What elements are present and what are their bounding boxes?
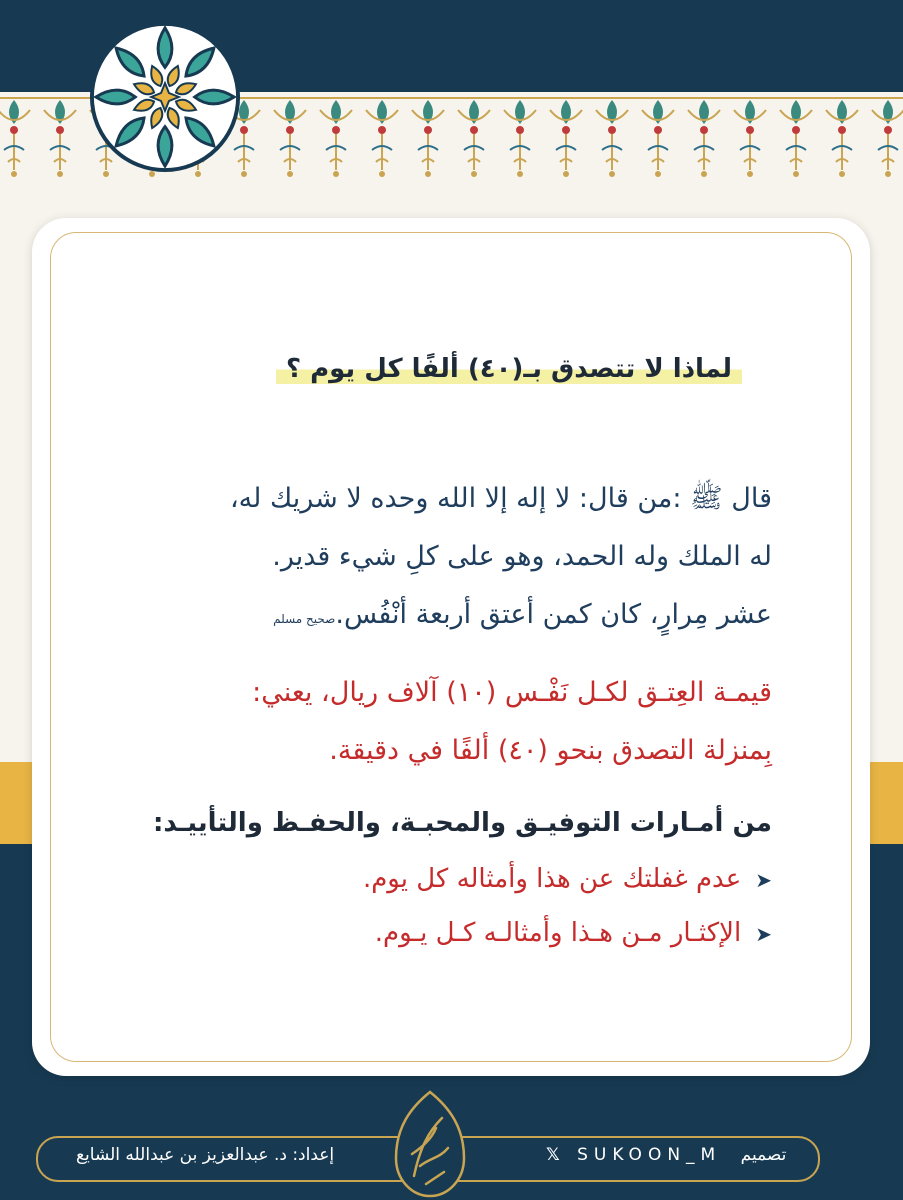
content-card xyxy=(32,218,870,1076)
rosette-icon xyxy=(86,18,244,176)
footer-credit: إعداد: د. عبدالعزيز بن عبدالله الشايع xyxy=(76,1145,335,1165)
signs-heading: من أمـارات التوفيـق والمحبـة، والحفـظ والتأييـد: xyxy=(152,808,772,838)
arrow-left-icon: ➤ xyxy=(755,868,772,892)
hadith-text xyxy=(102,470,772,648)
hadith-line-1: قال ﷺ :من قال: لا إله إلا الله وحده لا شريك له، xyxy=(229,483,772,514)
page-title: لماذا لا تتصدق بـ(٤٠) ألفًا كل يوم ؟ xyxy=(276,354,742,386)
list-item xyxy=(102,864,772,894)
bullet-text-1: عدم غفلتك عن هذا وأمثاله كل يوم. xyxy=(362,864,742,894)
value-line-2: بِمنزلة التصدق بنحو (٤٠) ألفًا في دقيقة. xyxy=(329,735,772,766)
value-text xyxy=(102,664,772,780)
arrow-left-icon: ➤ xyxy=(755,922,772,946)
calligraphy-emblem-icon xyxy=(390,1088,470,1200)
hadith-line-3 xyxy=(102,586,772,648)
footer-handle: SUKOON_M xyxy=(577,1145,722,1165)
footer-design-label: تصميم xyxy=(740,1145,787,1165)
bullet-text-2: الإكثـار مـن هـذا وأمثالـه كـل يـوم. xyxy=(374,918,742,948)
list-item xyxy=(102,918,772,948)
x-logo-icon: 𝕏 xyxy=(546,1145,560,1165)
hadith-line-3-text: عشر مِرارٍ، كان كمن أعتق أربعة أنْفُس. xyxy=(335,599,772,630)
hadith-source: صحيح مسلم xyxy=(273,612,336,626)
footer-design xyxy=(546,1145,786,1165)
value-line-1: قيمـة العِتـق لكـل نَفْـس (١٠) آلاف ريال، يعني: xyxy=(252,677,772,708)
hadith-line-2: له الملك وله الحمد، وهو على كلِ شيء قدير. xyxy=(272,541,772,572)
title-container xyxy=(142,354,742,386)
